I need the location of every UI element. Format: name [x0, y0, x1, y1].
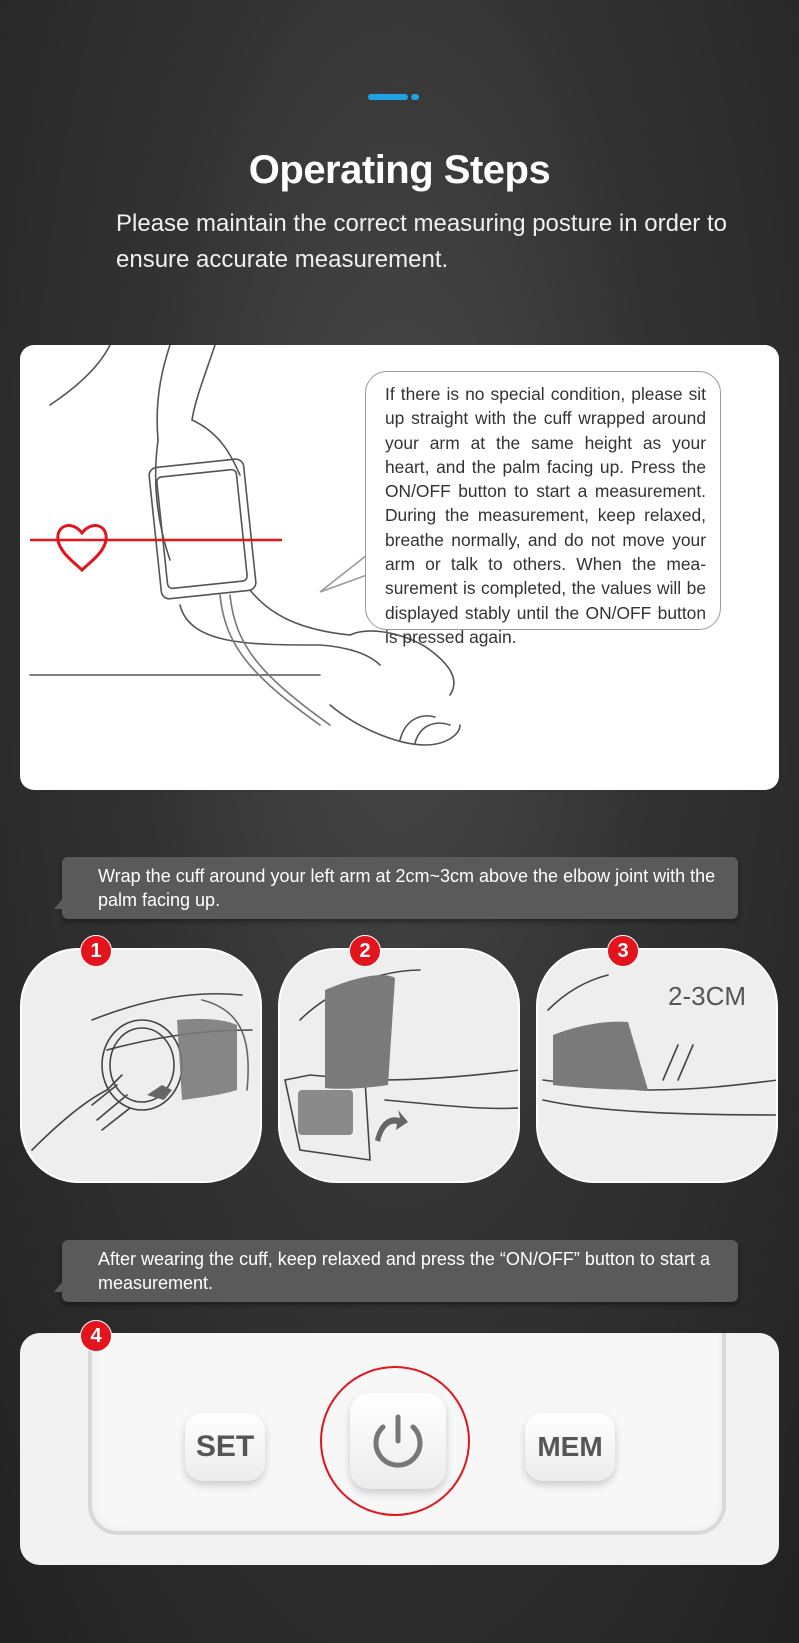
page-title: Operating Steps — [248, 148, 551, 192]
step-2-badge: 2 — [349, 935, 381, 967]
step-4-badge: 4 — [80, 1320, 112, 1352]
accent-bar — [368, 94, 418, 100]
set-button[interactable]: SET — [185, 1413, 265, 1481]
power-highlight-ring — [320, 1366, 470, 1516]
posture-panel — [20, 345, 779, 790]
mem-button[interactable]: MEM — [525, 1413, 615, 1481]
step-1-card — [20, 948, 262, 1183]
page-subtitle: Please maintain the correct measuring posture in order to ensure accurate measurement. — [116, 210, 727, 273]
step-1-badge: 1 — [80, 935, 112, 967]
step-3-badge: 3 — [607, 935, 639, 967]
device-panel — [20, 1333, 779, 1565]
instruction-bubble: If there is no special condition, please sit up straight with the cuff wrapped around your arm at the same height as your heart, and the palm facing up. Press the ON/OFF button to start a measurement. During the measurement, keep relaxed, breathe normally, and do not move your arm or talk to others. When the mea-surement is completed, the values will be displayed stably until the ON/OFF button is pressed again. — [365, 371, 721, 630]
distance-label: 2-3CM — [668, 981, 747, 1011]
wrap-instruction-note: Wrap the cuff around your left arm at 2cm~3cm above the elbow joint with the palm facing up. — [62, 857, 738, 919]
heart-icon — [58, 526, 106, 570]
start-instruction-note: After wearing the cuff, keep relaxed and press the “ON/OFF” button to start a measurement. — [62, 1240, 738, 1302]
step-3-card — [536, 948, 778, 1183]
step-2-card — [278, 948, 520, 1183]
